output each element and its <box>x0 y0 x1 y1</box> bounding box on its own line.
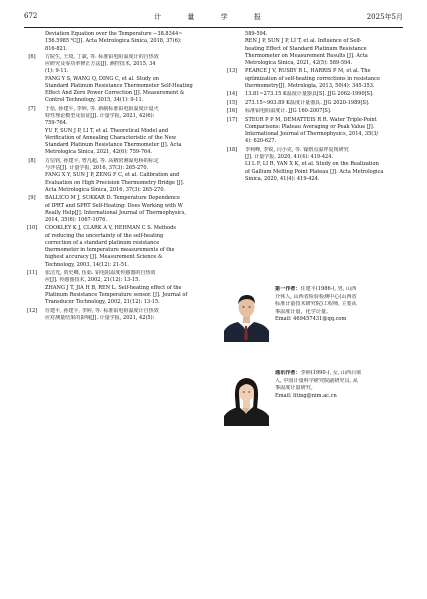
author-role-first: 第一作者： <box>275 286 301 292</box>
reference-number: [13] <box>226 68 238 75</box>
reference-line: Acta Metrologica Sinica, 2016, 37(3): 265-270. <box>45 186 166 193</box>
header-rule <box>24 27 403 28</box>
reference-line: thermometer in temperature measurements of the <box>45 247 175 254</box>
reference-list-right <box>224 31 405 184</box>
reference-line: [J]. 计量学报, 2020, 41(4): 419-424. <box>245 154 334 161</box>
reference-line: 与评估[J]. 计量学报, 2016, 37(3): 265-270. <box>45 165 149 172</box>
reference-line: 方信钧, 孙建平, 曾凡超, 等. 高精密测温电桥的标定 <box>45 157 159 164</box>
reference-line: 156.5985 ℃[J]. Acta Metrologica Sinica, 2018, 37(6): <box>45 38 182 45</box>
reference-line: 13.81~273.15 K温度计量器具[S]. JJG 2062-1990[S]. <box>245 91 374 98</box>
reference-line: highest accuracy [J]. Measurement Science & <box>45 254 163 261</box>
reference-line: Control Technology, 2015, 34(1): 9-11. <box>45 97 144 104</box>
reference-line: YU F, SUN J P, LI T, et al. Theoretical Model and <box>45 127 169 134</box>
reference-item <box>24 195 215 224</box>
reference-item <box>24 225 215 269</box>
author-bio-first-text <box>275 286 405 324</box>
reference-line: 特性理论模型及验证[J]. 计量学报, 2021, 42(6): <box>45 113 155 120</box>
reference-line: optimization of self-heating corrections in resistance <box>245 75 380 82</box>
reference-line: Deviation Equation over the Temperature −38.8344~ <box>45 31 183 37</box>
reference-line: 2014, 35(6): 1067-1076. <box>45 217 107 223</box>
author-role-corresponding: 通讯作者： <box>275 370 301 376</box>
reference-item <box>224 147 405 183</box>
reference-item <box>24 54 215 105</box>
reference-line: 应[J]. 传感器技术, 2002, 21(12): 13-15. <box>45 277 140 284</box>
author-bio-line: 事温度计量研究。 <box>275 385 316 392</box>
reference-line: correction of a standard platinum resistance <box>45 239 160 246</box>
issue-date: 2025年5月 <box>366 13 403 21</box>
reference-number: [8] <box>28 157 36 164</box>
reference-item <box>224 100 405 107</box>
reference-line: 任建平, 孙建平, 李婷, 等. 标准铂电阻温度计自热效 <box>45 307 159 314</box>
reference-item <box>224 68 405 90</box>
reference-line: 816-821. <box>45 45 68 52</box>
reference-list-left <box>24 31 215 323</box>
reference-line: LI L F, LI R, YAN X K, et al. Study on the Realization <box>245 161 379 168</box>
reference-line: 方院生, 王琦, 丁斌, 等. 标准铂电阻温度计的自热效 <box>45 53 159 60</box>
author-bio-line: 人, 中国计量科学研究院副研究员, 从 <box>275 377 358 384</box>
reference-line: International Journal of Thermophysics, 2014, 35(3/ <box>245 131 379 138</box>
reference-number: [10] <box>26 225 38 232</box>
reference-line: Comparisons: Plateau Averaging or Peak Value [J]. <box>245 123 375 130</box>
author-photo-first <box>224 285 269 342</box>
reference-number: [7] <box>28 105 36 112</box>
author-bio-corresponding-text <box>275 370 405 400</box>
reference-line: Evaluation on High Precision Thermometry Bridge [J]. <box>45 179 185 186</box>
author-email: Email: liting@nim.ac.cn <box>275 392 337 399</box>
reference-line: of IPRT and SPRT Self-Heating: Does Working with W <box>45 202 183 209</box>
reference-line: ZHANG J T, JIA H B, REN L. Self-heating effect of the <box>45 284 182 291</box>
reference-line: Sinica, 2020, 41(4): 419-424. <box>245 175 320 182</box>
reference-item <box>24 106 215 157</box>
reference-line: 于蓓, 孙建平, 李婷, 等. 新制标准铂电阻温度计退火 <box>45 105 159 112</box>
reference-line: FANG X Y, SUN J P, ZENG F C, et al. Calibration and <box>45 172 180 179</box>
reference-line: Standard Platinum Resistance Thermometer [J]. Acta <box>45 142 182 149</box>
reference-line: (1): 9-11. <box>45 68 69 75</box>
reference-item <box>224 108 405 115</box>
author-bio-line: 事温度计量、化学计量。 <box>275 308 332 315</box>
author-bio-line: 任建平(1986-), 男, 山西 <box>300 286 357 292</box>
reference-item <box>24 270 215 306</box>
reference-line: FANG Y S, WANG Q, DING C, et al. Study on <box>45 75 160 82</box>
author-bio-line: 标准计量技术研究院)工程师, 主要从 <box>275 301 357 308</box>
reference-line: Transducer Technology, 2002, 21(12): 13-15. <box>45 299 160 306</box>
reference-line: PEARCE J V, RUSBY R L, HARRIS P M, et al. The <box>245 68 371 75</box>
reference-line: BALLICO M J, SUKKAR D. Temperature Dependence <box>45 195 180 202</box>
reference-line: STEUR P P M, DEMATTEIS R R. Water Triple-Point <box>245 116 377 123</box>
reference-item <box>24 308 215 323</box>
reference-line: heating Effect of Standard Platinum Resistance <box>245 45 367 52</box>
reference-line: Verification of Annealing Characteristic of the New <box>45 134 177 141</box>
reference-line: Technology, 2003, 14(12): 21-51. <box>45 261 129 268</box>
reference-number: [9] <box>28 195 36 202</box>
reference-number: [15] <box>226 99 238 106</box>
author-email: Email: 469457431@qq.com <box>275 316 347 323</box>
reference-line: 应研究及零功率修正方法[J]. 测控技术, 2015, 34 <box>45 61 156 68</box>
reference-number: [6] <box>28 53 36 60</box>
reference-line: 李利峰, 李锐, 闫小克, 等. 镓熔点温坪复现研究 <box>245 146 349 153</box>
author-photo-corresponding <box>224 369 269 426</box>
reference-line: thermometry[J]. Metrologia, 2013, 50(4): 345-353. <box>245 82 375 89</box>
reference-line: 273.15~903.89 K温度计量器具. JJG 2020-1989[S]. <box>245 99 370 106</box>
reference-line: REN J P, SUN J P, LI T, et al. Influence of Self- <box>245 38 362 45</box>
page-number: 672 <box>24 12 38 20</box>
reference-item <box>224 117 405 146</box>
reference-item <box>224 31 405 67</box>
reference-line: Effect And Zero Power Correction [J]. Measurement & <box>45 90 185 97</box>
reference-line: 4): 620-627. <box>245 138 277 145</box>
reference-line: 标准铂电阻温度计. JJG 160-2007[S]. <box>245 108 332 115</box>
reference-line: Platinum Resistance Temperature sensor. [J]. Journal of <box>45 291 188 298</box>
journal-title: 计 量 学 报 <box>154 13 273 21</box>
reference-line: Standard Platinum Resistance Thermometer Self-Heating <box>45 82 193 89</box>
reference-line: of Gallium Melting Point Plateau [J]. Acta Metrologica <box>245 168 384 175</box>
reference-line: of reducing the uncertainty of the self-heating <box>45 232 164 239</box>
author-bio-line: 李婷(1990-), 女, 山西吕梁 <box>300 370 362 376</box>
reference-item <box>24 31 215 53</box>
reference-line: Thermometer on Measurement Results [J]. Acta <box>245 52 368 59</box>
reference-line: Really Help[J]. International Journal of Thermophysics, <box>45 209 187 216</box>
reference-line: 759-764. <box>45 120 68 127</box>
reference-number: [12] <box>26 307 38 314</box>
reference-number: [14] <box>226 91 238 98</box>
author-bio-line: 介休人, 山西省检验检测中心(山西省 <box>275 293 357 300</box>
reference-line: 589-594. <box>245 31 268 37</box>
reference-line: 张洁光, 贾史卿, 伍茹. 铂电阻温度传感器的自热效 <box>45 270 156 277</box>
reference-number: [17] <box>226 116 238 123</box>
reference-line: 应对测量结果的影响[J]. 计量学报, 2021, 42(5): <box>45 314 155 321</box>
reference-item <box>24 158 215 194</box>
running-header <box>24 12 403 26</box>
reference-item <box>224 91 405 98</box>
reference-line: COOKLEY K J, CLARK A V, HEHMAN C S. Methods <box>45 225 177 232</box>
reference-line: Metrologica Sinica, 2021, 42(6): 759-764. <box>45 149 153 156</box>
reference-number: [16] <box>226 108 238 115</box>
reference-number: [11] <box>26 270 38 277</box>
reference-line: Metrologica Sinica, 2021, 42(5): 589-594. <box>245 60 353 66</box>
reference-number: [18] <box>226 146 238 153</box>
